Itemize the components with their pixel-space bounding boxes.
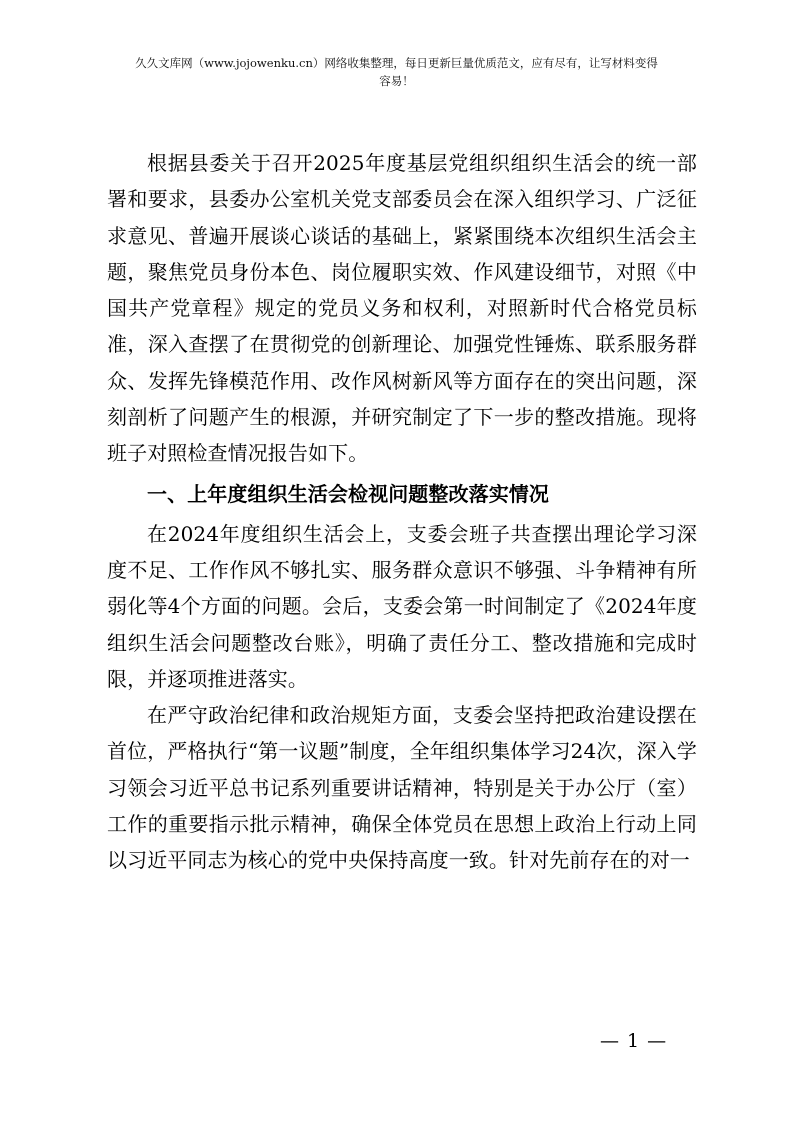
page-number: — 1 — xyxy=(600,1030,668,1052)
body-paragraph: 在2024年度组织生活会上，支委会班子共查摆出理论学习深度不足、工作作风不够扎实、服务群众意识不够强、斗争精神有所弱化等4个方面的问题。会后，支委会第一时间制定了《2024年度组织生活会问题整改台账》，明确了责任分工、整改措施和完成时限，并逐项推进落实。 xyxy=(107,521,697,691)
header-line-1: 久久文库网（www.jojowenku.cn）网络收集整理，每日更新巨量优质范文，应有尽有，让写材料变得 xyxy=(135,56,658,70)
page-header xyxy=(90,54,703,90)
body-paragraph: 在严守政治纪律和政治规矩方面，支委会坚持把政治建设摆在首位，严格执行“第一议题”制度，全年组织集体学习24次，深入学习领会习近平总书记系列重要讲话精神，特别是关于办公厅（室）工作的重要指示批示精神，确保全体党员在思想上政治上行动上同以习近平同志为核心的党中央保持高度一致。针对先前存在的对一 xyxy=(107,703,697,873)
intro-paragraph: 根据县委关于召开2025年度基层党组织组织生活会的统一部署和要求，县委办公室机关党支部委员会在深入组织学习、广泛征求意见、普遍开展谈心谈话的基础上，紧紧围绕本次组织生活会主题，聚焦党员身份本色、岗位履职实效、作风建设细节，对照《中国共产党章程》规定的党员义务和权利，对照新时代合格党员标准，深入查摆了在贯彻党的创新理论、加强党性锤炼、联系服务群众、发挥先锋模范作用、改作风树新风等方面存在的突出问题，深刻剖析了问题产生的根源，并研究制定了下一步的整改措施。现将班子对照检查情况报告如下。 xyxy=(107,151,697,466)
document-body xyxy=(107,145,697,879)
header-line-2: 容易！ xyxy=(379,74,414,88)
section-heading: 一、上年度组织生活会检视问题整改落实情况 xyxy=(147,481,549,506)
